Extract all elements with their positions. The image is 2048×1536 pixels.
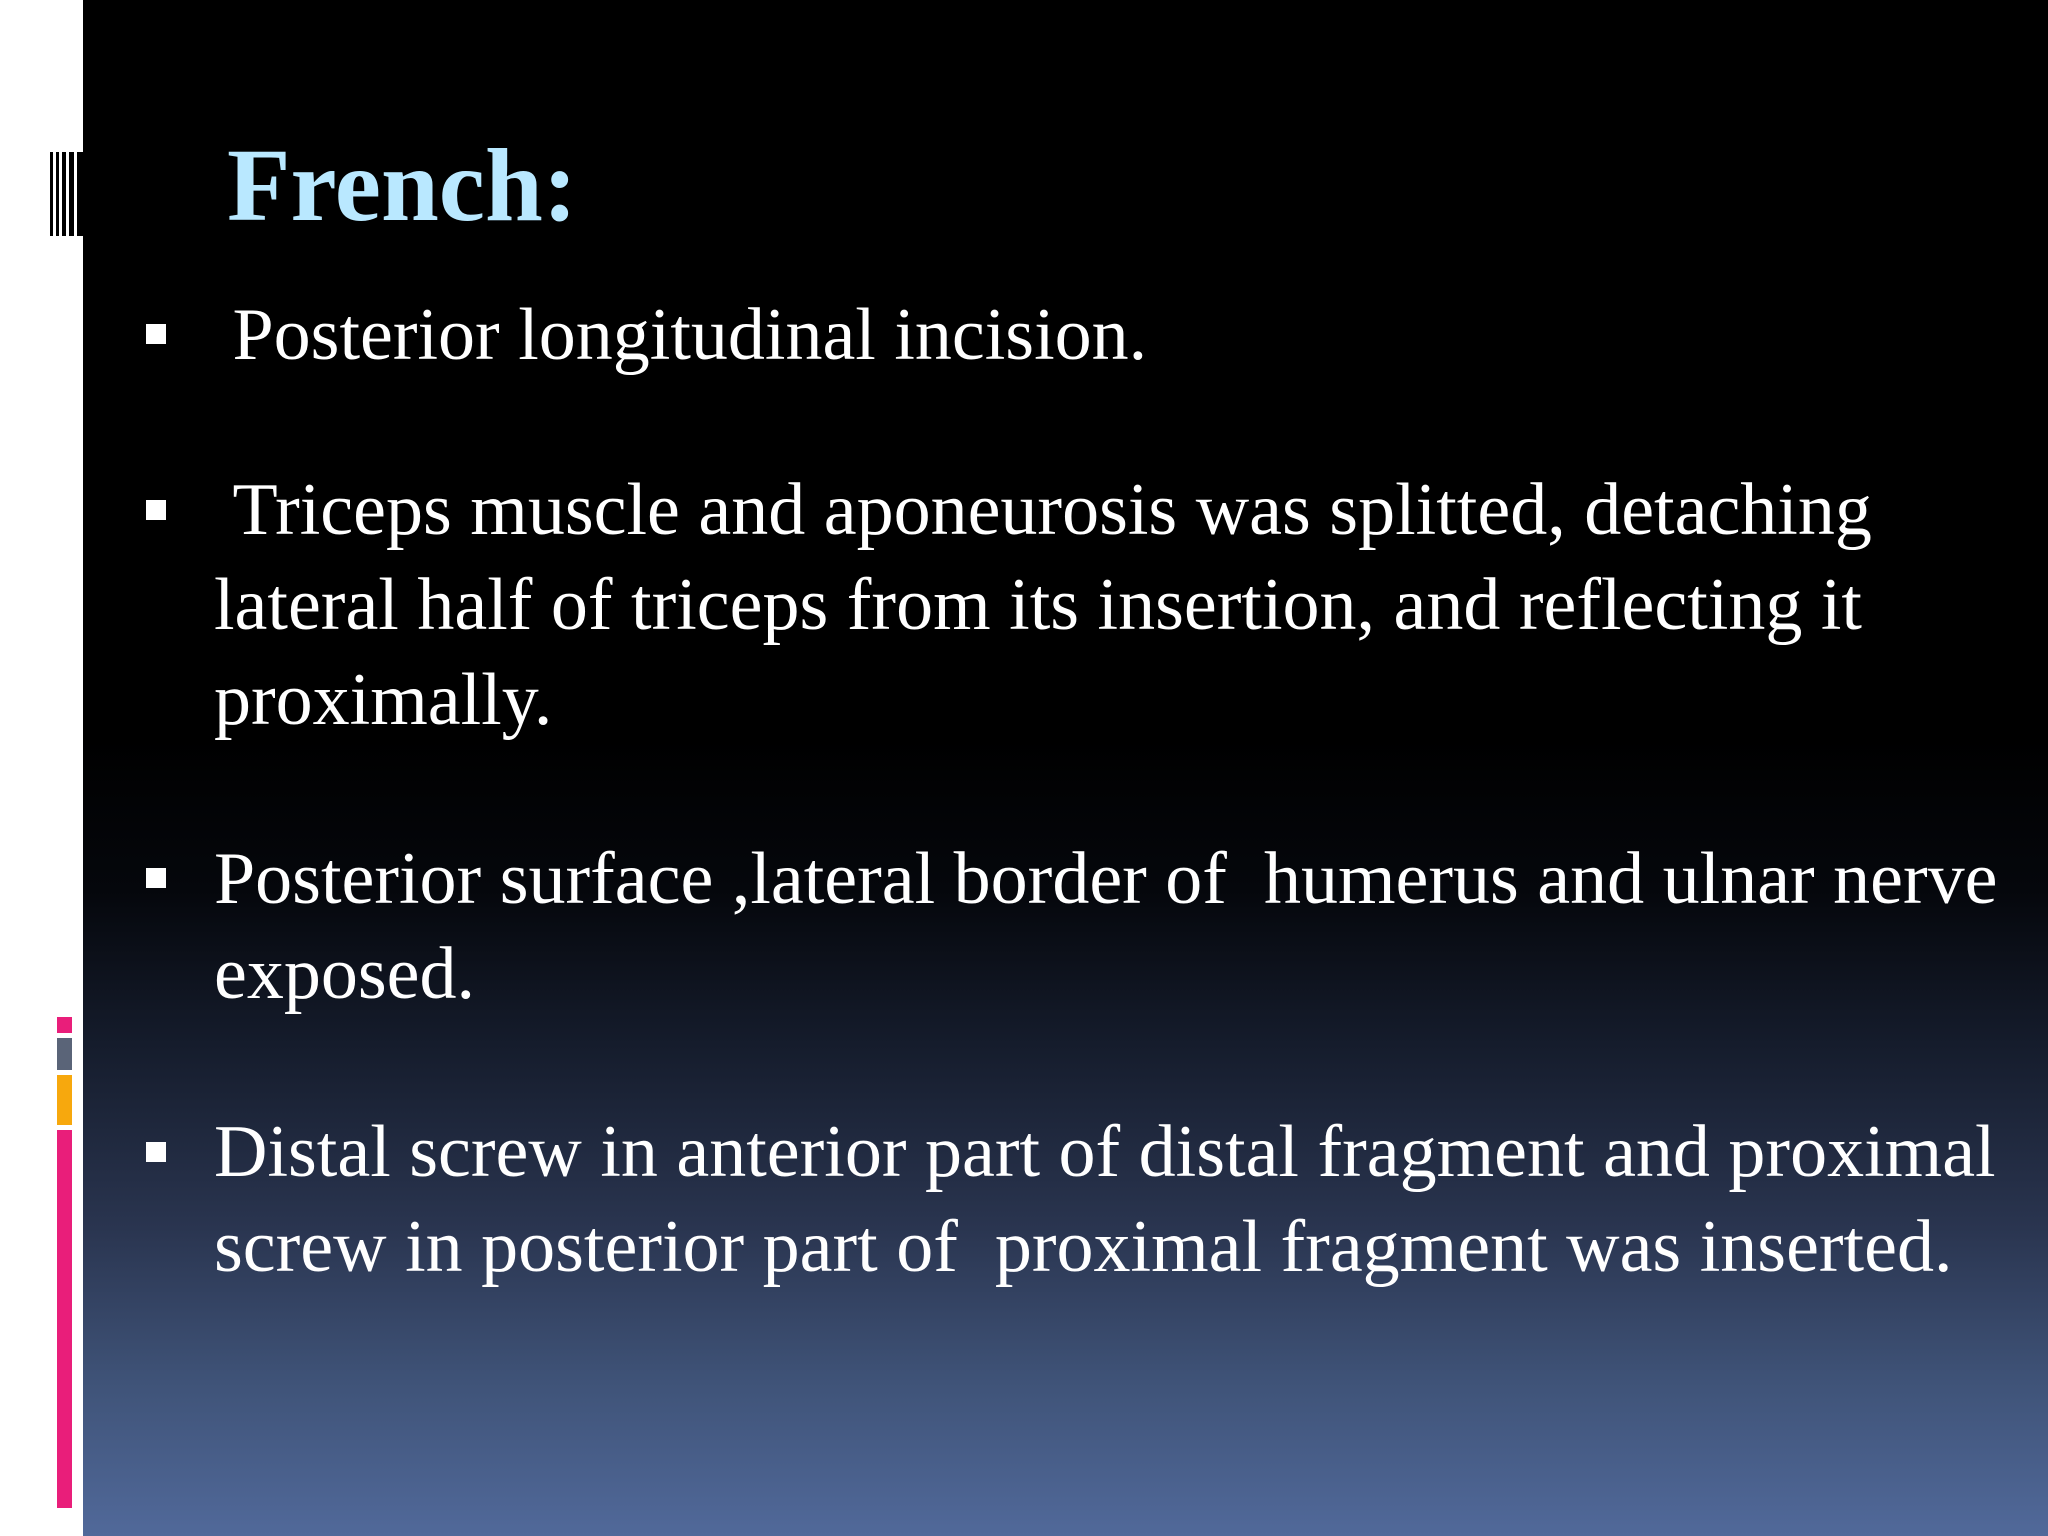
bullet-square-icon [146,324,166,344]
bullet-text: Posterior surface ,lateral border of humerus and ulnar nerve exposed. [214,838,2017,1015]
bullet-square-icon [146,500,166,520]
bullet-text: Posterior longitudinal incision. [214,294,1148,376]
bullet-text: Triceps muscle and aponeurosis was splitted, detaching lateral half of triceps from its insertion, and reflecting it proximally. [214,469,1891,741]
bullet-square-icon [146,868,166,888]
bullet-text: Distal screw in anterior part of distal fragment and proximal screw in posterior part of proximal fragment was inserted. [214,1111,2015,1288]
bullet-square-icon [146,1142,166,1162]
slide-title: French: [227,128,578,243]
